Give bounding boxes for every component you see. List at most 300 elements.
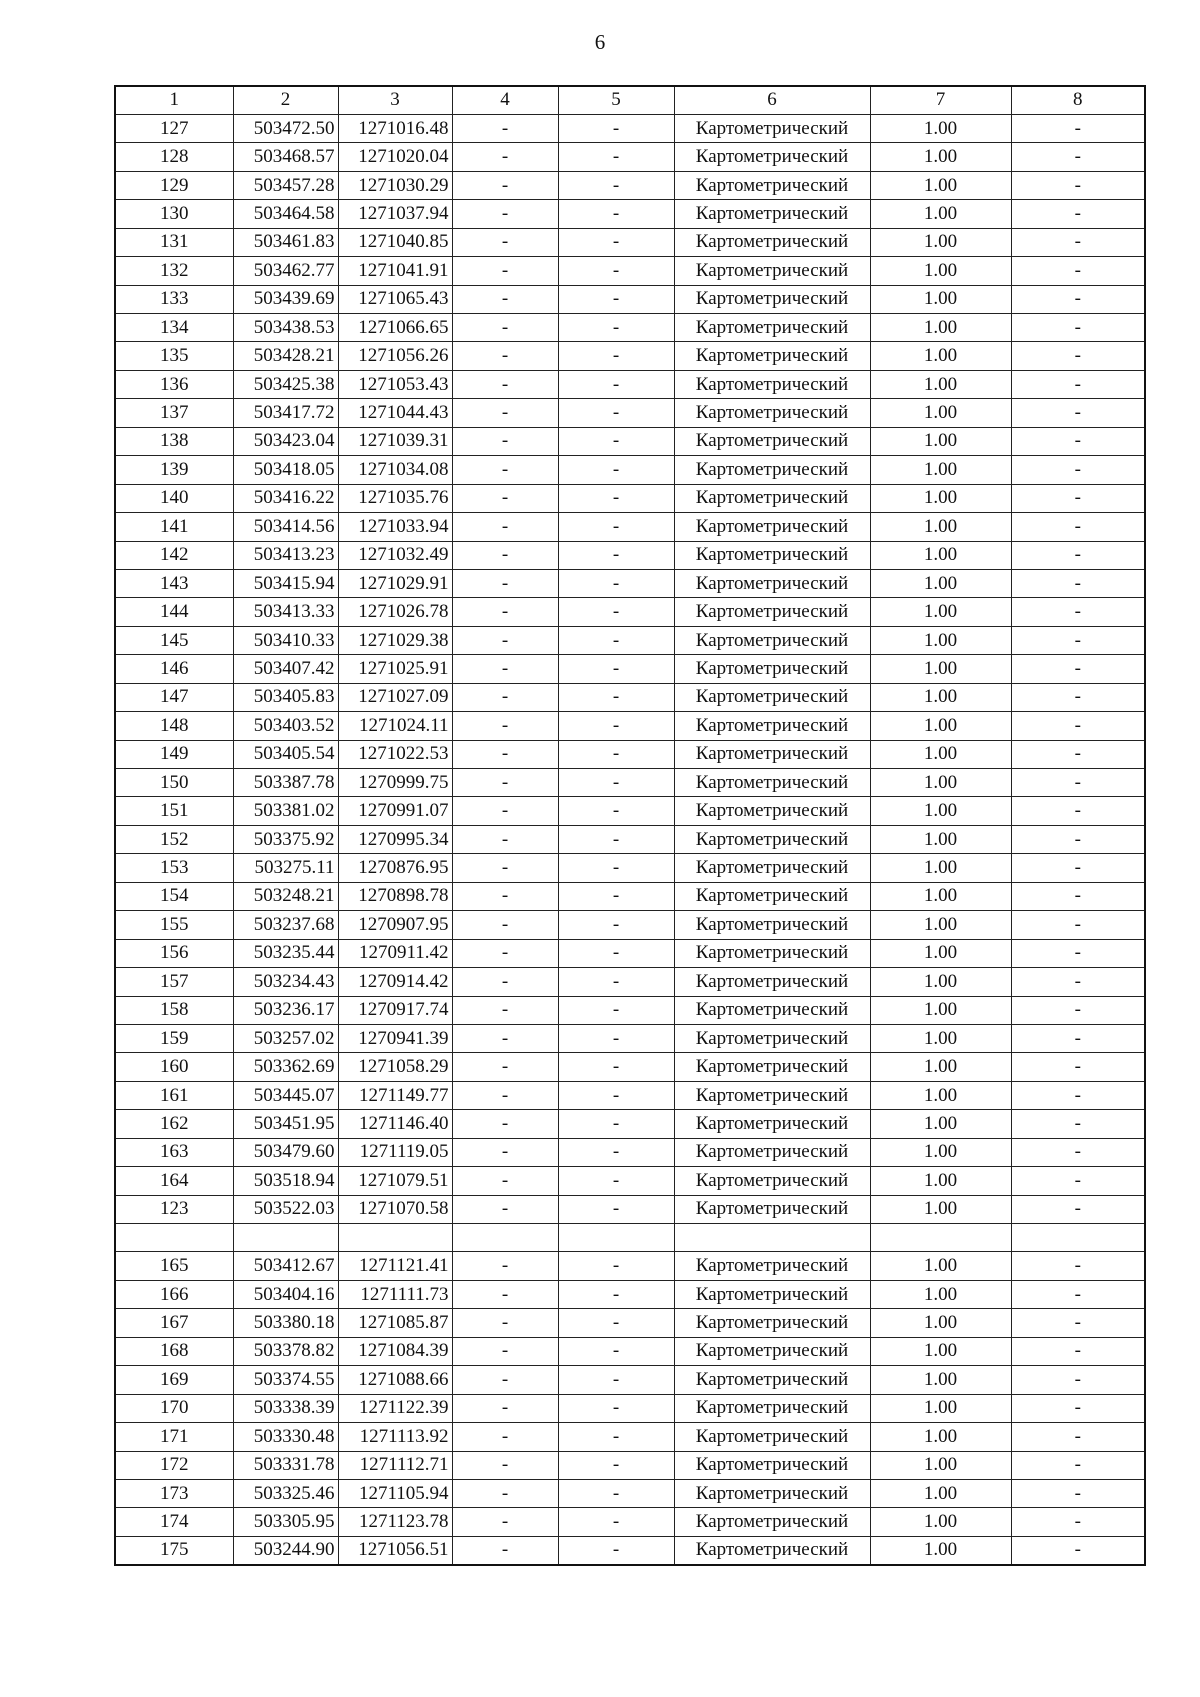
y-coordinate-cell: 1271034.08: [338, 456, 452, 484]
point-number-cell: 148: [115, 712, 233, 740]
column-8-cell: -: [1011, 1024, 1145, 1052]
accuracy-cell: 1.00: [870, 683, 1011, 711]
column-8-cell: -: [1011, 939, 1145, 967]
column-4-cell: [452, 1224, 558, 1252]
x-coordinate-cell: 503405.83: [233, 683, 338, 711]
column-4-cell: -: [452, 1337, 558, 1365]
y-coordinate-cell: 1271079.51: [338, 1167, 452, 1195]
table-row: [115, 825, 1145, 853]
table-row: [115, 484, 1145, 512]
point-number-cell: 139: [115, 456, 233, 484]
column-4-cell: -: [452, 1508, 558, 1536]
table-row: [115, 1081, 1145, 1109]
x-coordinate-cell: 503257.02: [233, 1024, 338, 1052]
column-4-cell: -: [452, 1280, 558, 1308]
point-number-cell: 150: [115, 769, 233, 797]
table-row: [115, 1423, 1145, 1451]
column-8-cell: -: [1011, 683, 1145, 711]
x-coordinate-cell: 503380.18: [233, 1309, 338, 1337]
column-5-cell: -: [558, 200, 674, 228]
column-4-cell: -: [452, 114, 558, 142]
y-coordinate-cell: 1271065.43: [338, 285, 452, 313]
column-4-cell: -: [452, 1479, 558, 1507]
point-number-cell: 174: [115, 1508, 233, 1536]
column-4-cell: -: [452, 626, 558, 654]
point-number-cell: 147: [115, 683, 233, 711]
accuracy-cell: 1.00: [870, 171, 1011, 199]
table-row: [115, 257, 1145, 285]
y-coordinate-cell: 1270999.75: [338, 769, 452, 797]
column-5-cell: -: [558, 1451, 674, 1479]
column-5-cell: -: [558, 598, 674, 626]
y-coordinate-cell: 1271030.29: [338, 171, 452, 199]
column-8-cell: -: [1011, 513, 1145, 541]
method-cell: Картометрический: [674, 257, 870, 285]
accuracy-cell: 1.00: [870, 1024, 1011, 1052]
y-coordinate-cell: 1271022.53: [338, 740, 452, 768]
x-coordinate-cell: 503325.46: [233, 1479, 338, 1507]
column-4-cell: -: [452, 228, 558, 256]
column-5-cell: -: [558, 655, 674, 683]
accuracy-cell: 1.00: [870, 598, 1011, 626]
table-row: [115, 1280, 1145, 1308]
table-row: [115, 939, 1145, 967]
x-coordinate-cell: 503438.53: [233, 314, 338, 342]
method-cell: Картометрический: [674, 200, 870, 228]
column-4-cell: -: [452, 427, 558, 455]
column-5-cell: -: [558, 314, 674, 342]
column-4-cell: -: [452, 911, 558, 939]
accuracy-cell: 1.00: [870, 1366, 1011, 1394]
column-5-cell: -: [558, 854, 674, 882]
column-5-cell: -: [558, 399, 674, 427]
column-5-cell: -: [558, 626, 674, 654]
y-coordinate-cell: 1270907.95: [338, 911, 452, 939]
column-8-cell: -: [1011, 314, 1145, 342]
column-8-cell: -: [1011, 1536, 1145, 1564]
column-5-cell: -: [558, 257, 674, 285]
column-4-cell: -: [452, 968, 558, 996]
x-coordinate-cell: 503518.94: [233, 1167, 338, 1195]
column-4-cell: -: [452, 370, 558, 398]
table-row: [115, 996, 1145, 1024]
column-5-cell: -: [558, 427, 674, 455]
column-5-cell: -: [558, 569, 674, 597]
y-coordinate-cell: 1270991.07: [338, 797, 452, 825]
column-5-cell: -: [558, 484, 674, 512]
method-cell: Картометрический: [674, 1423, 870, 1451]
point-number-cell: 161: [115, 1081, 233, 1109]
accuracy-cell: 1.00: [870, 1337, 1011, 1365]
column-4-cell: -: [452, 1536, 558, 1564]
accuracy-cell: 1.00: [870, 882, 1011, 910]
method-cell: Картометрический: [674, 1337, 870, 1365]
accuracy-cell: 1.00: [870, 257, 1011, 285]
column-4-cell: -: [452, 569, 558, 597]
column-4-cell: -: [452, 1053, 558, 1081]
column-8-cell: -: [1011, 1366, 1145, 1394]
column-5-cell: -: [558, 740, 674, 768]
table-row: [115, 114, 1145, 142]
column-4-cell: -: [452, 1394, 558, 1422]
column-8-cell: -: [1011, 996, 1145, 1024]
x-coordinate-cell: 503403.52: [233, 712, 338, 740]
y-coordinate-cell: 1271121.41: [338, 1252, 452, 1280]
column-header: 5: [558, 86, 674, 114]
column-4-cell: -: [452, 712, 558, 740]
point-number-cell: 155: [115, 911, 233, 939]
accuracy-cell: 1.00: [870, 342, 1011, 370]
x-coordinate-cell: 503305.95: [233, 1508, 338, 1536]
x-coordinate-cell: 503248.21: [233, 882, 338, 910]
y-coordinate-cell: 1271037.94: [338, 200, 452, 228]
column-5-cell: -: [558, 1508, 674, 1536]
method-cell: Картометрический: [674, 769, 870, 797]
x-coordinate-cell: 503407.42: [233, 655, 338, 683]
point-number-cell: 173: [115, 1479, 233, 1507]
column-4-cell: -: [452, 854, 558, 882]
column-5-cell: -: [558, 1024, 674, 1052]
x-coordinate-cell: 503464.58: [233, 200, 338, 228]
column-8-cell: -: [1011, 171, 1145, 199]
x-coordinate-cell: 503378.82: [233, 1337, 338, 1365]
point-number-cell: 169: [115, 1366, 233, 1394]
column-5-cell: -: [558, 1479, 674, 1507]
x-coordinate-cell: 503468.57: [233, 143, 338, 171]
table-row: [115, 1110, 1145, 1138]
method-cell: Картометрический: [674, 114, 870, 142]
table-header-row: [115, 86, 1145, 114]
x-coordinate-cell: 503330.48: [233, 1423, 338, 1451]
x-coordinate-cell: 503412.67: [233, 1252, 338, 1280]
method-cell: Картометрический: [674, 740, 870, 768]
column-5-cell: -: [558, 456, 674, 484]
column-5-cell: -: [558, 769, 674, 797]
table-row: [115, 285, 1145, 313]
column-4-cell: -: [452, 1167, 558, 1195]
x-coordinate-cell: 503275.11: [233, 854, 338, 882]
column-8-cell: -: [1011, 598, 1145, 626]
x-coordinate-cell: 503331.78: [233, 1451, 338, 1479]
column-4-cell: -: [452, 769, 558, 797]
method-cell: Картометрический: [674, 1309, 870, 1337]
column-8-cell: -: [1011, 257, 1145, 285]
y-coordinate-cell: 1271041.91: [338, 257, 452, 285]
column-4-cell: -: [452, 1252, 558, 1280]
table-row: [115, 1337, 1145, 1365]
table-row: [115, 513, 1145, 541]
accuracy-cell: 1.00: [870, 143, 1011, 171]
method-cell: Картометрический: [674, 1110, 870, 1138]
point-number-cell: 149: [115, 740, 233, 768]
point-number-cell: 146: [115, 655, 233, 683]
column-4-cell: -: [452, 882, 558, 910]
column-4-cell: -: [452, 342, 558, 370]
point-number-cell: 170: [115, 1394, 233, 1422]
table-row: [115, 143, 1145, 171]
column-8-cell: -: [1011, 285, 1145, 313]
column-8-cell: -: [1011, 370, 1145, 398]
y-coordinate-cell: 1271105.94: [338, 1479, 452, 1507]
column-4-cell: -: [452, 1451, 558, 1479]
y-coordinate-cell: 1271025.91: [338, 655, 452, 683]
column-8-cell: [1011, 1224, 1145, 1252]
accuracy-cell: 1.00: [870, 1167, 1011, 1195]
accuracy-cell: 1.00: [870, 285, 1011, 313]
table-row: [115, 1224, 1145, 1252]
method-cell: Картометрический: [674, 541, 870, 569]
x-coordinate-cell: 503457.28: [233, 171, 338, 199]
method-cell: Картометрический: [674, 228, 870, 256]
point-number-cell: 141: [115, 513, 233, 541]
y-coordinate-cell: 1271112.71: [338, 1451, 452, 1479]
method-cell: Картометрический: [674, 569, 870, 597]
column-4-cell: -: [452, 171, 558, 199]
point-number-cell: 167: [115, 1309, 233, 1337]
accuracy-cell: 1.00: [870, 1081, 1011, 1109]
column-5-cell: [558, 1224, 674, 1252]
column-header: 4: [452, 86, 558, 114]
accuracy-cell: 1.00: [870, 1110, 1011, 1138]
table-row: [115, 1451, 1145, 1479]
y-coordinate-cell: 1270995.34: [338, 825, 452, 853]
column-4-cell: -: [452, 655, 558, 683]
x-coordinate-cell: 503413.33: [233, 598, 338, 626]
x-coordinate-cell: 503522.03: [233, 1195, 338, 1223]
column-5-cell: -: [558, 370, 674, 398]
x-coordinate-cell: 503375.92: [233, 825, 338, 853]
table-row: [115, 1309, 1145, 1337]
x-coordinate-cell: 503445.07: [233, 1081, 338, 1109]
column-5-cell: -: [558, 1167, 674, 1195]
point-number-cell: 143: [115, 569, 233, 597]
x-coordinate-cell: 503417.72: [233, 399, 338, 427]
method-cell: Картометрический: [674, 882, 870, 910]
point-number-cell: 165: [115, 1252, 233, 1280]
method-cell: Картометрический: [674, 1394, 870, 1422]
y-coordinate-cell: 1271123.78: [338, 1508, 452, 1536]
table-row: [115, 683, 1145, 711]
point-number-cell: 128: [115, 143, 233, 171]
accuracy-cell: 1.00: [870, 228, 1011, 256]
method-cell: Картометрический: [674, 314, 870, 342]
x-coordinate-cell: 503235.44: [233, 939, 338, 967]
x-coordinate-cell: 503472.50: [233, 114, 338, 142]
column-5-cell: -: [558, 1423, 674, 1451]
column-4-cell: -: [452, 1081, 558, 1109]
column-8-cell: -: [1011, 456, 1145, 484]
x-coordinate-cell: 503234.43: [233, 968, 338, 996]
column-4-cell: -: [452, 825, 558, 853]
point-number-cell: 131: [115, 228, 233, 256]
point-number-cell: 140: [115, 484, 233, 512]
column-5-cell: -: [558, 1195, 674, 1223]
accuracy-cell: 1.00: [870, 712, 1011, 740]
column-8-cell: -: [1011, 740, 1145, 768]
column-8-cell: -: [1011, 797, 1145, 825]
column-5-cell: -: [558, 712, 674, 740]
point-number-cell: 152: [115, 825, 233, 853]
column-8-cell: -: [1011, 1195, 1145, 1223]
table-row: [115, 342, 1145, 370]
x-coordinate-cell: 503410.33: [233, 626, 338, 654]
column-header: 8: [1011, 86, 1145, 114]
table-row: [115, 370, 1145, 398]
accuracy-cell: 1.00: [870, 797, 1011, 825]
y-coordinate-cell: 1271122.39: [338, 1394, 452, 1422]
column-4-cell: -: [452, 541, 558, 569]
x-coordinate-cell: 503244.90: [233, 1536, 338, 1564]
x-coordinate-cell: 503236.17: [233, 996, 338, 1024]
accuracy-cell: 1.00: [870, 911, 1011, 939]
method-cell: Картометрический: [674, 1195, 870, 1223]
method-cell: Картометрический: [674, 1536, 870, 1564]
column-8-cell: -: [1011, 1280, 1145, 1308]
point-number-cell: 127: [115, 114, 233, 142]
column-8-cell: -: [1011, 1479, 1145, 1507]
x-coordinate-cell: 503415.94: [233, 569, 338, 597]
column-8-cell: -: [1011, 1309, 1145, 1337]
accuracy-cell: 1.00: [870, 1309, 1011, 1337]
column-8-cell: -: [1011, 114, 1145, 142]
y-coordinate-cell: 1271088.66: [338, 1366, 452, 1394]
column-8-cell: -: [1011, 228, 1145, 256]
column-4-cell: -: [452, 1366, 558, 1394]
column-8-cell: -: [1011, 769, 1145, 797]
x-coordinate-cell: 503425.38: [233, 370, 338, 398]
x-coordinate-cell: 503381.02: [233, 797, 338, 825]
x-coordinate-cell: [233, 1224, 338, 1252]
point-number-cell: 145: [115, 626, 233, 654]
point-number-cell: 154: [115, 882, 233, 910]
coordinates-table: [114, 85, 1146, 1566]
column-5-cell: -: [558, 1536, 674, 1564]
y-coordinate-cell: 1271111.73: [338, 1280, 452, 1308]
x-coordinate-cell: 503451.95: [233, 1110, 338, 1138]
column-8-cell: -: [1011, 1138, 1145, 1166]
column-5-cell: -: [558, 683, 674, 711]
column-4-cell: -: [452, 200, 558, 228]
method-cell: Картометрический: [674, 968, 870, 996]
x-coordinate-cell: 503362.69: [233, 1053, 338, 1081]
method-cell: Картометрический: [674, 1252, 870, 1280]
method-cell: Картометрический: [674, 683, 870, 711]
method-cell: Картометрический: [674, 484, 870, 512]
column-4-cell: -: [452, 1423, 558, 1451]
accuracy-cell: 1.00: [870, 1280, 1011, 1308]
column-5-cell: -: [558, 1138, 674, 1166]
accuracy-cell: 1.00: [870, 1138, 1011, 1166]
column-5-cell: -: [558, 968, 674, 996]
x-coordinate-cell: 503387.78: [233, 769, 338, 797]
table-row: [115, 1195, 1145, 1223]
x-coordinate-cell: 503462.77: [233, 257, 338, 285]
method-cell: Картометрический: [674, 370, 870, 398]
accuracy-cell: 1.00: [870, 1195, 1011, 1223]
method-cell: Картометрический: [674, 911, 870, 939]
point-number-cell: 162: [115, 1110, 233, 1138]
point-number-cell: 158: [115, 996, 233, 1024]
accuracy-cell: 1.00: [870, 740, 1011, 768]
point-number-cell: 160: [115, 1053, 233, 1081]
x-coordinate-cell: 503428.21: [233, 342, 338, 370]
column-5-cell: -: [558, 939, 674, 967]
x-coordinate-cell: 503461.83: [233, 228, 338, 256]
point-number-cell: 134: [115, 314, 233, 342]
table-row: [115, 797, 1145, 825]
column-5-cell: -: [558, 911, 674, 939]
point-number-cell: 156: [115, 939, 233, 967]
table-row: [115, 740, 1145, 768]
column-4-cell: -: [452, 1138, 558, 1166]
method-cell: Картометрический: [674, 1081, 870, 1109]
y-coordinate-cell: 1271070.58: [338, 1195, 452, 1223]
column-header: 7: [870, 86, 1011, 114]
accuracy-cell: 1.00: [870, 541, 1011, 569]
column-8-cell: -: [1011, 1252, 1145, 1280]
accuracy-cell: 1.00: [870, 825, 1011, 853]
method-cell: Картометрический: [674, 996, 870, 1024]
point-number-cell: 123: [115, 1195, 233, 1223]
column-4-cell: -: [452, 456, 558, 484]
accuracy-cell: 1.00: [870, 1394, 1011, 1422]
method-cell: Картометрический: [674, 456, 870, 484]
column-8-cell: -: [1011, 968, 1145, 996]
column-8-cell: -: [1011, 200, 1145, 228]
column-5-cell: -: [558, 996, 674, 1024]
point-number-cell: 175: [115, 1536, 233, 1564]
x-coordinate-cell: 503413.23: [233, 541, 338, 569]
x-coordinate-cell: 503405.54: [233, 740, 338, 768]
method-cell: Картометрический: [674, 1280, 870, 1308]
table-row: [115, 1508, 1145, 1536]
point-number-cell: 135: [115, 342, 233, 370]
column-5-cell: -: [558, 1309, 674, 1337]
accuracy-cell: 1.00: [870, 399, 1011, 427]
column-4-cell: -: [452, 1110, 558, 1138]
column-4-cell: -: [452, 598, 558, 626]
table-row: [115, 1167, 1145, 1195]
column-8-cell: -: [1011, 1167, 1145, 1195]
method-cell: Картометрический: [674, 513, 870, 541]
column-4-cell: -: [452, 740, 558, 768]
method-cell: Картометрический: [674, 655, 870, 683]
method-cell: Картометрический: [674, 939, 870, 967]
column-8-cell: -: [1011, 712, 1145, 740]
method-cell: Картометрический: [674, 797, 870, 825]
method-cell: Картометрический: [674, 427, 870, 455]
accuracy-cell: 1.00: [870, 626, 1011, 654]
accuracy-cell: 1.00: [870, 427, 1011, 455]
column-5-cell: -: [558, 1110, 674, 1138]
method-cell: Картометрический: [674, 1024, 870, 1052]
x-coordinate-cell: 503418.05: [233, 456, 338, 484]
method-cell: Картометрический: [674, 342, 870, 370]
point-number-cell: 144: [115, 598, 233, 626]
accuracy-cell: 1.00: [870, 655, 1011, 683]
y-coordinate-cell: 1271058.29: [338, 1053, 452, 1081]
y-coordinate-cell: 1271033.94: [338, 513, 452, 541]
column-4-cell: -: [452, 683, 558, 711]
column-4-cell: -: [452, 484, 558, 512]
column-4-cell: -: [452, 399, 558, 427]
column-4-cell: -: [452, 797, 558, 825]
table-row: [115, 854, 1145, 882]
page-number: 6: [594, 30, 606, 54]
y-coordinate-cell: 1271029.38: [338, 626, 452, 654]
column-header: 2: [233, 86, 338, 114]
point-number-cell: 172: [115, 1451, 233, 1479]
